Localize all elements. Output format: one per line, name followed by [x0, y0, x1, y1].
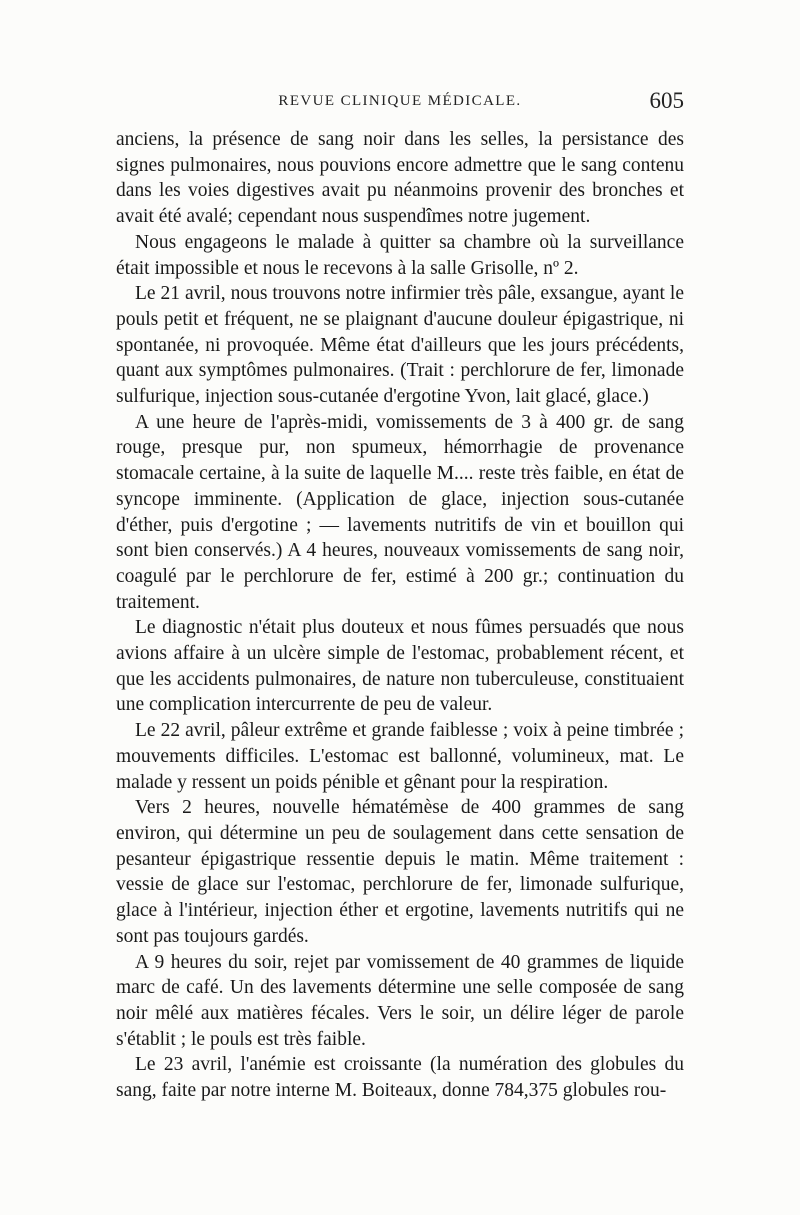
paragraph: anciens, la présence de sang noir dans les selles, la persistance des signes pulmonaires, nous pouvions encore admettre que le sang contenu dans les voies digestives avait pu néanmoins provenir des bronches et avait été avalé; cependant nous suspendîmes notre jugement.	[116, 129, 684, 228]
running-head: REVUE CLINIQUE MÉDICALE.	[278, 93, 522, 109]
paragraph: Nous engageons le malade à quitter sa chambre où la surveillance était impossible et nous le recevons à la salle Grisolle, nº 2.	[116, 231, 684, 279]
paragraph: Le 21 avril, nous trouvons notre infirmier très pâle, exsangue, ayant le pouls petit et fréquent, ne se plaignant d'aucune douleur épigastrique, ni spontanée, ni provoquée. Même état d'ailleurs que les jours précédents, quant aux symptômes pulmonaires. (Trait : perchlorure de fer, limonade sulfurique, injection sous-cutanée d'ergotine Yvon, lait glacé, glace.)	[116, 283, 684, 408]
body-text	[116, 127, 684, 1104]
paragraph: Vers 2 heures, nouvelle hématémèse de 400 grammes de sang environ, qui détermine un peu de soulagement dans cette sensation de pesanteur épigastrique ressentie depuis le matin. Même traitement : vessie de glace sur l'estomac, perchlorure de fer, limonade sulfurique, glace à l'intérieur, injection éther et ergotine, lavements nutritifs qui ne sont pas toujours gardés.	[116, 797, 684, 947]
paragraph: Le 23 avril, l'anémie est croissante (la numération des globules du sang, faite par notre interne M. Boiteaux, donne 784,375 globules rou-	[116, 1054, 684, 1102]
paragraph: A 9 heures du soir, rejet par vomissement de 40 grammes de liquide marc de café. Un des lavements détermine une selle composée de sang noir mêlé aux matières fécales. Vers le soir, un délire léger de parole s'établit ; le pouls est très faible.	[116, 951, 684, 1050]
paragraph: A une heure de l'après-midi, vomissements de 3 à 400 gr. de sang rouge, presque pur, non spumeux, hémorrhagie de provenance stomacale certaine, à la suite de laquelle M.... reste très faible, en état de syncope imminente. (Application de glace, injection sous-cutanée d'éther, puis d'ergotine ; — lavements nutritifs de vin et bouillon qui sont bien conservés.) A 4 heures, nouveaux vomissements de sang noir, coagulé par le perchlorure de fer, estimé à 200 gr.; continuation du traitement.	[116, 411, 684, 613]
paragraph: Le 22 avril, pâleur extrême et grande faiblesse ; voix à peine timbrée ; mouvements difficiles. L'estomac est ballonné, volumineux, mat. Le malade y ressent un poids pénible et gênant pour la respiration.	[116, 720, 684, 793]
paragraph: Le diagnostic n'était plus douteux et nous fûmes persuadés que nous avions affaire à un ulcère simple de l'estomac, probablement récent, et que les accidents pulmonaires, de nature non tuberculeuse, constituaient une complication intercurrente de peu de valeur.	[116, 617, 684, 716]
page-number: 605	[649, 88, 684, 113]
page-header	[116, 88, 684, 123]
